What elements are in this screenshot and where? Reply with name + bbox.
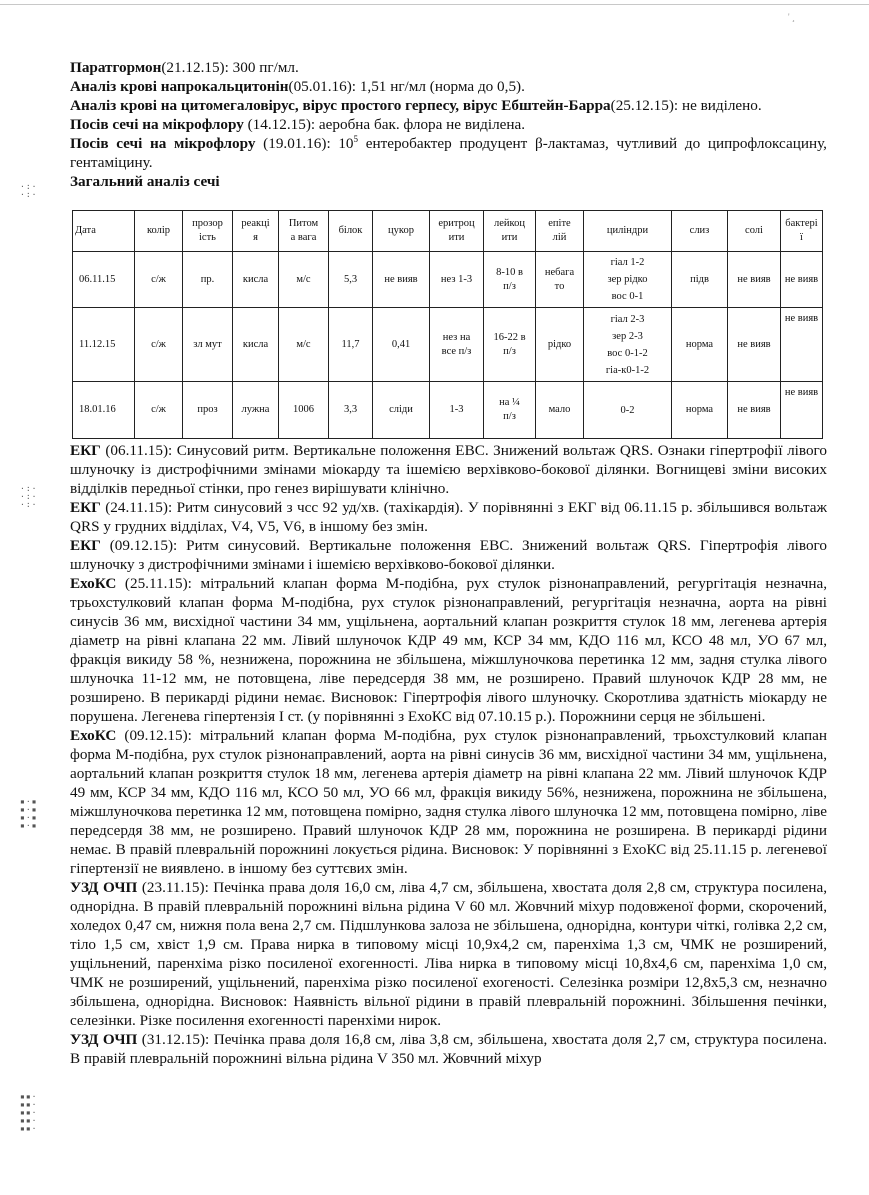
table-cell: проз xyxy=(183,382,233,439)
table-cell: с/ж xyxy=(135,308,183,382)
urine-table-title: Загальний аналіз сечі xyxy=(70,173,220,190)
lab-line xyxy=(70,115,827,134)
section-text: (06.11.15): Синусовий ритм. Вертикальне положення ЕВС. Знижений вольтаж QRS. Ознаки гіпертрофії лівого шлуночку із дистрофічними змінами міокарду та ішемією верхівково-бокової ділянки. Вогнищеві зміни високих відділків передньої стінки, про генез вирішувати клінічно. xyxy=(70,442,827,497)
table-cell: 18.01.16 xyxy=(73,382,135,439)
lab-title: Посів сечі на мікрофлору xyxy=(70,116,244,133)
margin-mark: ▪·▪ ▪·▪ ▪·▪ ▪·▪ xyxy=(20,797,38,830)
ecg-paragraph xyxy=(70,536,827,574)
table-cell: мало xyxy=(536,382,584,439)
column-header: білок xyxy=(329,211,373,252)
findings-text xyxy=(70,441,827,1068)
table-cell: 16-22 в п/з xyxy=(484,308,536,382)
table-cell: 1-3 xyxy=(430,382,484,439)
column-header: цукор xyxy=(373,211,430,252)
table-cell: небага то xyxy=(536,252,584,308)
lab-text: (25.12.15): не виділено. xyxy=(610,97,762,114)
table-cell: кисла xyxy=(233,252,279,308)
column-header: колір xyxy=(135,211,183,252)
table-cell: 11.12.15 xyxy=(73,308,135,382)
section-text: (23.11.15): Печінка права доля 16,0 см, ліва 4,7 см, збільшена, хвостата доля 2,8 см, структура посилена, однорідна. В правій плевральній порожнині вільна рідина V 60 мл. Жовчний міхур подовженої форми, скорочений, холедох 0,47 см, нижня пола вена 2,7 см. Підшлункова залоза не збільшена, однорідна, контури чіткі, голівка 2,2 см, тіло 1,5 см, хвіст 1,9 см. Права нирка в типовому місці 10,9х4,2 см, паренхіма 1,3 см, ЧМК не розширений, ущільнений, паренхіма різко посиленої ехогенності. Ліва нирка в типовому місці 10,8х4,6 см, паренхіма 1,0 см, ЧМК не розширений, ущільнений, паренхіма різко посиленої ехогеності. Селезінка розміри 12,8х5,3 см, незначно збільшена, однорідна. Висновок: Наявність вільної рідини в правій плевральній порожнині. Збільшення печінки, селезінки. Різке посилення ехогенності паренхіми нирок. xyxy=(70,879,827,1029)
column-header: слиз xyxy=(672,211,728,252)
echo-paragraph xyxy=(70,574,827,726)
table-cell: сліди xyxy=(373,382,430,439)
table-cell: 3,3 xyxy=(329,382,373,439)
table-cell: не вияв xyxy=(781,252,823,308)
lab-text: (21.12.15): 300 пг/мл. xyxy=(161,59,299,76)
table-cell: підв xyxy=(672,252,728,308)
table-cell: гіал 1-2 зер рідко вос 0-1 xyxy=(584,252,672,308)
table-cell: не вияв xyxy=(728,252,781,308)
column-header: еритроц ити xyxy=(430,211,484,252)
corner-marks: ' ¸ xyxy=(788,12,795,22)
lab-results xyxy=(70,58,827,191)
column-header: Питом а вага xyxy=(279,211,329,252)
section-text: (09.12.15): мітральний клапан форма М-подібна, рух стулок різнонаправлений, трьохстулковий клапан форма М-подібна, рух стулок різнонаправлений, аорта на рівні синусів 36 мм, висхідної частини 34 мм, ущільнена, аортальний клапан розкриття стулок 18 мм, легенева артерія діаметр на рівні клапана 22 мм. Лівий шлуночок КДР 49 мм, КСР 34 мм, КДО 116 мл, КСО 50 мл, УО 66 мл, фракція викиду 56%, незнижена, порожнина не збільшена, міжшлуночкова перетинка 12 мм, потовщена помірно, задня стулка лівого шлуночка 12 мм, потовщена помірно, ліве передсердя 38 мм, не розширено. Правий шлуночок КДР 28 мм, порожнина не розширена. В перикарді рідини немає. В правій плевральній порожнині локується рідина. Висновок: У порівнянні з ЕхоКС від 25.11.15 р. легеневої гіпертензії не виявлено. в іншому без суттєвих змін. xyxy=(70,727,827,877)
table-cell: нез на все п/з xyxy=(430,308,484,382)
column-header: лейкоц ити xyxy=(484,211,536,252)
lab-line xyxy=(70,77,827,96)
section-title: УЗД ОЧП xyxy=(70,879,138,896)
section-text: (25.11.15): мітральний клапан форма М-подібна, рух стулок різнонаправлений, регургітація незначна, трьохстулковий клапан форма М-подібна, рух стулок різнонаправлений, регургітація незначна, аорта на рівні синусів 36 мм, висхідної частини 34 мм, ущільнена, аортальний клапан розкриття стулок 18 мм, легенева артерія діаметр на рівні клапана 22 мм. Лівий шлуночок КДР 49 мм, КСР 34 мм, КДО 116 мл, КСО 48 мл, УО 67 мл, фракція викиду 58 %, незнижена, порожнина не збільшена, міжшлуночкова перетинка 12 мм, задня стулка лівого шлуночка 11-12 мм, не потовщена, ліве передсердя 38 мм, не розширено. Правий шлуночок КДР 28 мм, не розширено. В перикарді рідини немає. Висновок: Гіпертрофія лівого шлуночку. Скоротлива здатність міокарду не порушена. Легенева гіпертензія I ст. (у порівнянні з ЕхоКС від 07.10.15 р.). Порожнини серця не збільшені. xyxy=(70,575,827,725)
lab-line xyxy=(70,134,827,172)
table-cell: норма xyxy=(672,382,728,439)
table-cell: на ¼ п/з xyxy=(484,382,536,439)
lab-superscript: 5 xyxy=(353,133,359,144)
table-cell: 5,3 xyxy=(329,252,373,308)
lab-title: Аналіз крові на цитомегаловірус, вірус простого герпесу, вірус Ебштейн-Барра xyxy=(70,97,611,114)
margin-mark: ·:· ·:· xyxy=(20,182,38,199)
table-cell: не вияв xyxy=(373,252,430,308)
column-header: циліндри xyxy=(584,211,672,252)
lab-title: Посів сечі на мікрофлору xyxy=(70,135,256,152)
table-cell: с/ж xyxy=(135,382,183,439)
lab-line xyxy=(70,58,827,77)
urine-analysis-table xyxy=(72,210,823,439)
table-header-row xyxy=(73,211,823,252)
table-cell: зл мут xyxy=(183,308,233,382)
column-header: Дата xyxy=(73,211,135,252)
margin-mark: ·:· ·:· ·:· xyxy=(20,484,38,509)
table-cell: с/ж xyxy=(135,252,183,308)
table-cell: 06.11.15 xyxy=(73,252,135,308)
column-header: солі xyxy=(728,211,781,252)
table-cell: 11,7 xyxy=(329,308,373,382)
margin-mark: ▪▪· ▪▪· ▪▪· ▪▪· ▪▪· xyxy=(20,1092,38,1133)
echo-paragraph xyxy=(70,726,827,878)
lab-text: ентеробактер продуцент β-лактамаз, чутливий до ципрофлоксацину, гентаміцину. xyxy=(70,135,827,171)
ecg-paragraph xyxy=(70,498,827,536)
table-cell: 0,41 xyxy=(373,308,430,382)
section-text: (09.12.15): Ритм синусовий. Вертикальне положення ЕВС. Знижений вольтаж QRS. Гіпертрофія лівого шлуночку з дистрофічними змінами і ішемією верхівково-бокової ділянки. xyxy=(70,537,827,573)
table-cell: норма xyxy=(672,308,728,382)
ultrasound-paragraph xyxy=(70,878,827,1030)
section-title: ЕКГ xyxy=(70,537,101,554)
table-cell: не вияв xyxy=(728,382,781,439)
lab-text: (14.12.15): аеробна бак. флора не виділена. xyxy=(243,116,526,133)
table-cell: не вияв xyxy=(781,382,823,439)
lab-line xyxy=(70,96,827,115)
table-cell: нез 1-3 xyxy=(430,252,484,308)
table-cell: м/с xyxy=(279,252,329,308)
table-row xyxy=(73,382,823,439)
column-header: прозор ість xyxy=(183,211,233,252)
page-top-edge xyxy=(0,4,869,5)
table-cell: м/с xyxy=(279,308,329,382)
table-cell: кисла xyxy=(233,308,279,382)
column-header: реакці я xyxy=(233,211,279,252)
section-text: (24.11.15): Ритм синусовий з чсс 92 уд/хв. (тахікардія). У порівнянні з ЕКГ від 06.11.15 р. збільшився вольтаж QRS у грудних відділах, V4, V5, V6, в іншому без змін. xyxy=(70,499,827,535)
table-cell: 1006 xyxy=(279,382,329,439)
section-title: ЕКГ xyxy=(70,499,101,516)
table-cell: пр. xyxy=(183,252,233,308)
lab-text: (19.01.16): 10 xyxy=(255,135,354,152)
section-title: ЕхоКС xyxy=(70,575,117,592)
lab-title: Паратгормон xyxy=(70,59,162,76)
table-cell: лужна xyxy=(233,382,279,439)
table-row xyxy=(73,252,823,308)
table-cell: не вияв xyxy=(728,308,781,382)
table-cell: не вияв xyxy=(781,308,823,382)
section-title: ЕхоКС xyxy=(70,727,117,744)
section-text: (31.12.15): Печінка права доля 16,8 см, ліва 3,8 см, збільшена, хвостата доля 2,7 см, структура посилена. В правій плевральній порожнині вільна рідина V 350 мл. Жовчний міхур xyxy=(70,1031,827,1067)
table-cell: гіал 2-3 зер 2-3 вос 0-1-2 гіа-к0-1-2 xyxy=(584,308,672,382)
ultrasound-paragraph xyxy=(70,1030,827,1068)
lab-text: (05.01.16): 1,51 нг/мл (норма до 0,5). xyxy=(288,78,525,95)
lab-title: Аналіз крові напрокальцитонін xyxy=(70,78,289,95)
table-row xyxy=(73,308,823,382)
column-header: епіте лій xyxy=(536,211,584,252)
section-title: УЗД ОЧП xyxy=(70,1031,138,1048)
table-cell: рідко xyxy=(536,308,584,382)
table-cell: 8-10 в п/з xyxy=(484,252,536,308)
table-cell: 0-2 xyxy=(584,382,672,439)
column-header: бактері ї xyxy=(781,211,823,252)
ecg-paragraph xyxy=(70,441,827,498)
section-title: ЕКГ xyxy=(70,442,101,459)
